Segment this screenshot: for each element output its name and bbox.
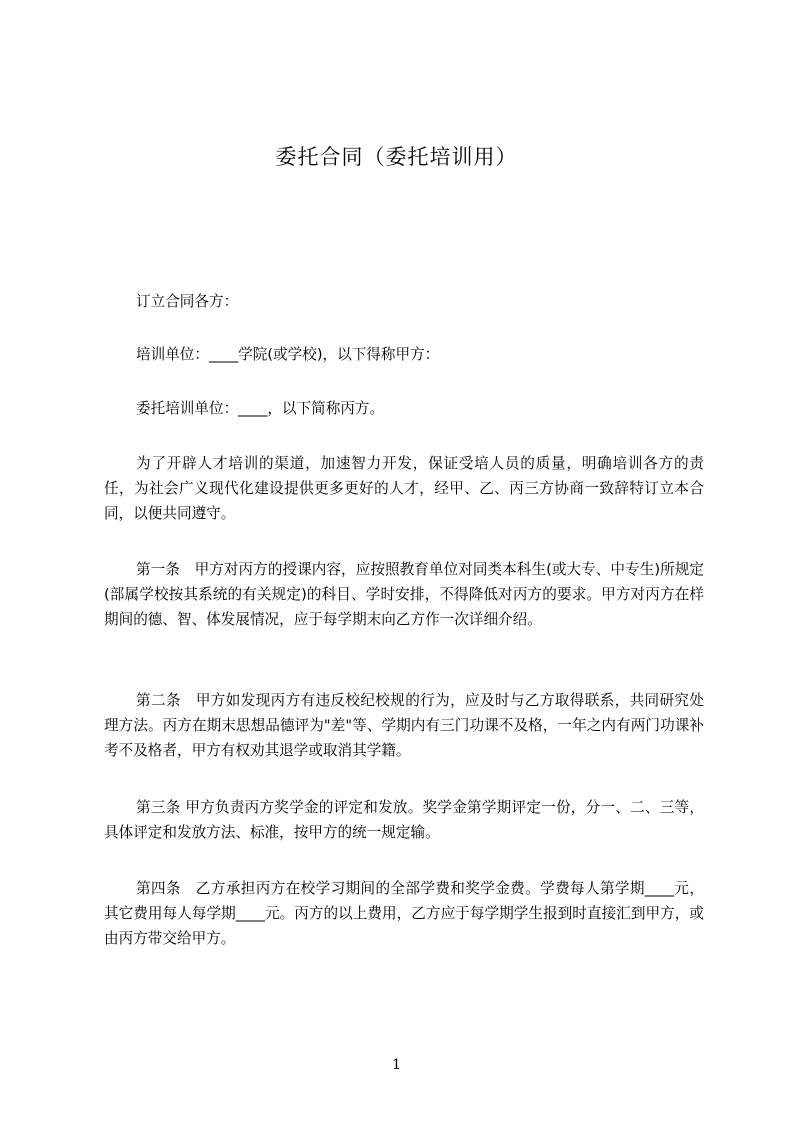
paragraph-parties-intro: 订立合同各方：	[136, 293, 239, 310]
paragraph-article-3: 第三条 甲方负责丙方奖学金的评定和发放。奖学金第学期评定一份，分一、二、三等，具体评定和发放方法、标准，按甲方的统一规定输。	[104, 799, 704, 841]
page-number: 1	[392, 1057, 401, 1073]
paragraph-article-1: 第一条 甲方对丙方的授课内容，应按照教育单位对同类本科生(或大专、中专生)所规定(部属学校按其系统的有关规定)的科目、学时安排，不得降低对丙方的要求。甲方对丙方在样期间的德、智、体发展情况，应于每学期末向乙方作一次详细介绍。	[104, 561, 704, 628]
paragraph-article-4: 第四条 乙方承担丙方在校学习期间的全部学费和奖学金费。学费每人第学期____元，其它费用每人每学期____元。丙方的以上费用，乙方应于每学期学生报到时直接汇到甲方，或由丙方带交给甲方。	[104, 880, 704, 947]
paragraph-commissioning-unit: 委托培训单位：____，以下简称丙方。	[136, 400, 385, 417]
paragraph-training-unit: 培训单位：____学院(或学校)，以下得称甲方：	[136, 346, 440, 363]
document-title: 委托合同（委托培训用）	[275, 145, 518, 169]
paragraph-article-2: 第二条 甲方如发现丙方有违反校纪校规的行为，应及时与乙方取得联系，共同研究处理方法。丙方在期末思想品德评为"差"等、学期内有三门功课不及格，一年之内有两门功课补考不及格者，甲方有权劝其退学或取消其学籍。	[104, 692, 704, 759]
paragraph-preamble: 为了开辟人才培训的渠道，加速智力开发，保证受培人员的质量，明确培训各方的责任，为社会广义现代化建设提供更多更好的人才，经甲、乙、丙三方协商一致辞特订立本合同，以便共同遵守。	[104, 455, 704, 522]
